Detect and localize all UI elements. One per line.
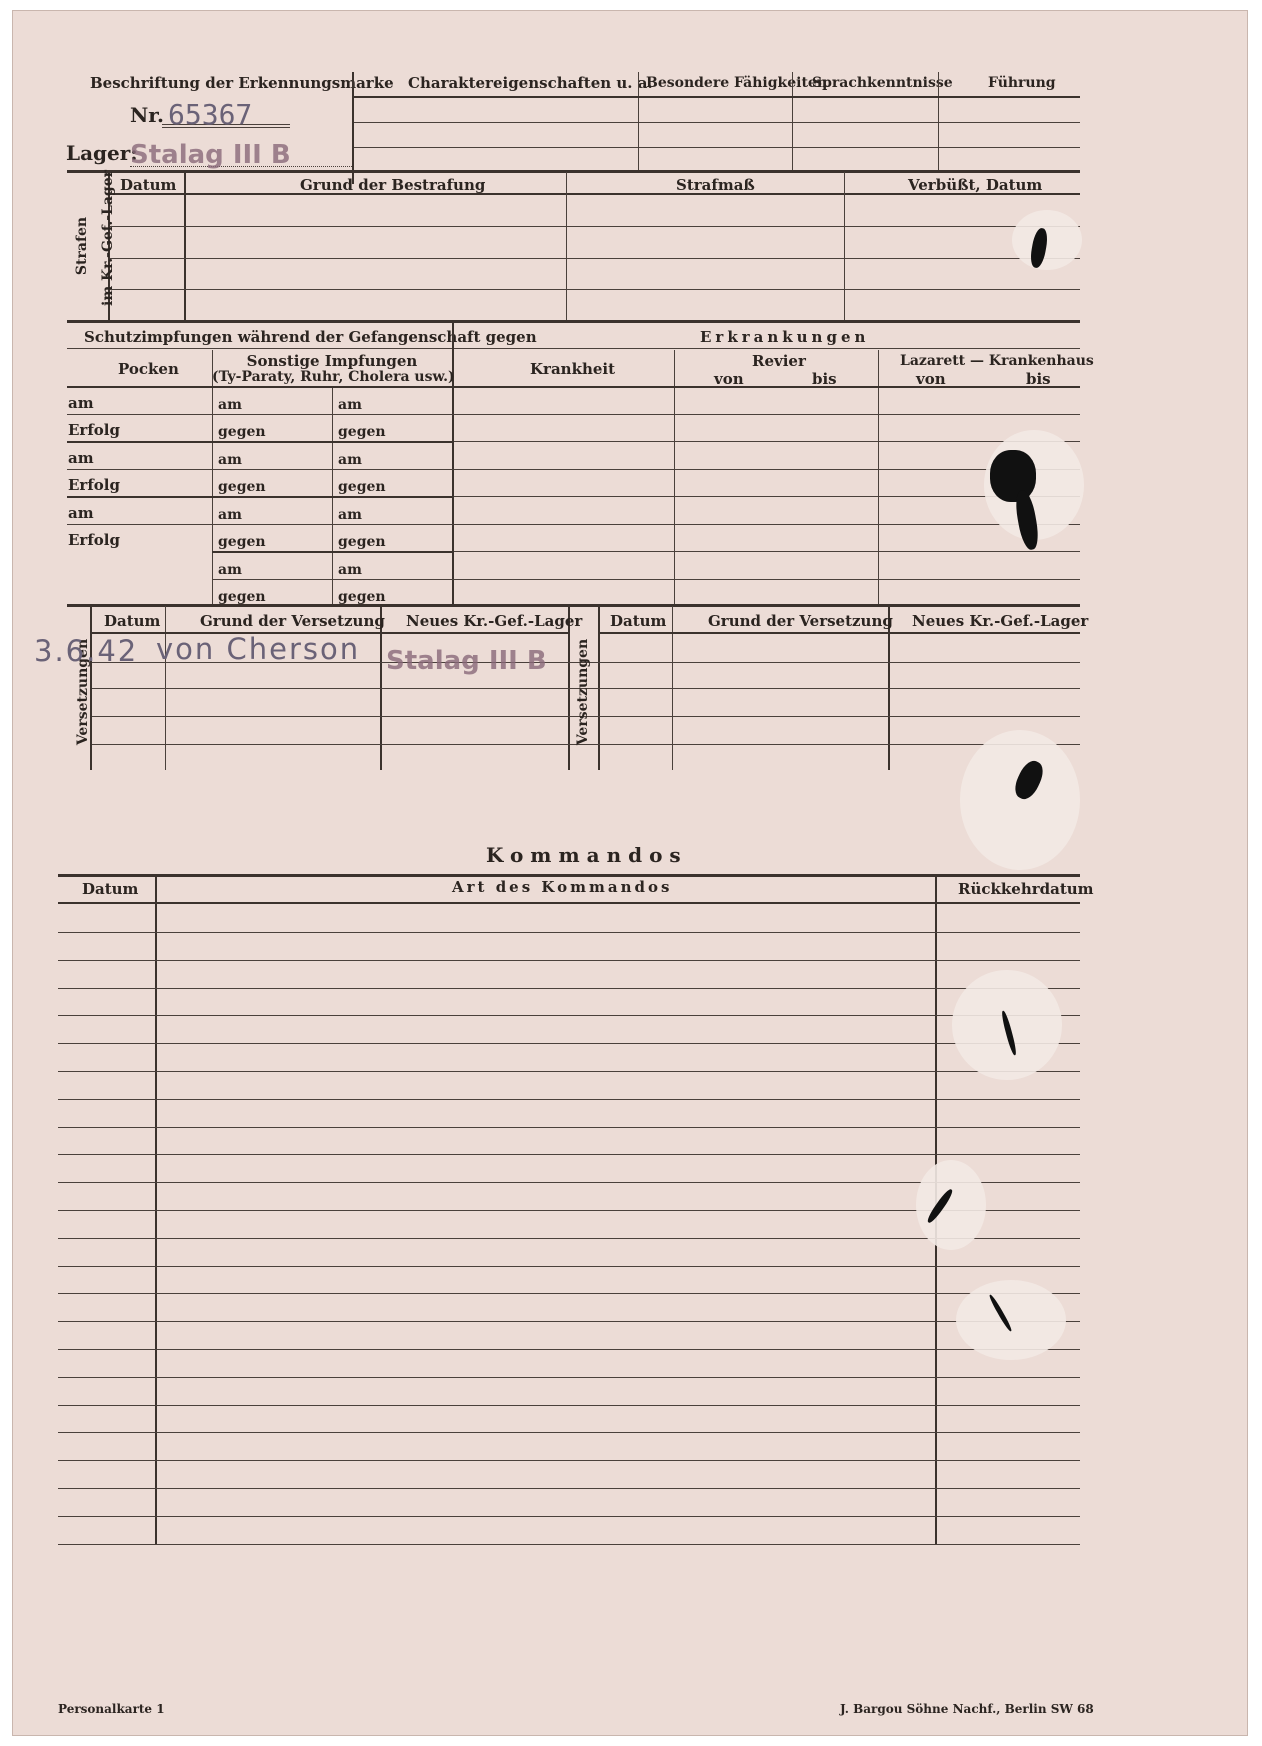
kommandos-ruled-line [58,1293,1080,1294]
kommandos-ruled-line [58,1015,1080,1016]
versetzung-entry-datum: 3.6.42 [34,634,139,668]
sonstige-b-row-1: am [338,397,362,413]
kommandos-ruled-line [58,1349,1080,1350]
kommandos-ruled-line [58,1432,1080,1433]
versetzungen-col-datum-right: Datum [610,612,667,630]
strafen-col-datum: Datum [120,176,177,194]
versetzungen-side-label-right: Versetzungen [575,638,591,746]
col-sonstige-1: Sonstige Impfungen [246,352,418,370]
nr-value: 65367 [168,98,253,131]
versetzungen-side-label-left: Versetzungen [75,638,91,746]
kommandos-ruled-line [58,1127,1080,1128]
col-faehigkeiten: Besondere Fähigkeiten [646,75,828,91]
sonstige-a-row-4: gegen [218,479,266,495]
sonstige-a-row-1: am [218,397,242,413]
kommandos-ruled-line [58,1488,1080,1489]
lazarett-von: von [916,370,946,388]
kommandos-col-art: Art des Kommandos [452,878,673,896]
versetzungen-col-datum-left: Datum [104,612,161,630]
sonstige-a-row-2: gegen [218,424,266,440]
pocken-row-5: am [68,504,94,522]
revier-bis: bis [812,370,837,388]
personalkarte-sheet [12,10,1248,1736]
kommandos-ruled-line [58,1460,1080,1461]
kommandos-ruled-line [58,988,1080,989]
pocken-row-1: am [68,394,94,412]
col-charakter: Charaktereigenschaften u. a. [408,74,653,92]
col-revier: Revier [752,352,806,370]
kommandos-ruled-line [58,1377,1080,1378]
strafen-side-label-1: Strafen [74,216,90,276]
lazarett-bis: bis [1026,370,1051,388]
lager-label: Lager: [66,141,138,165]
sonstige-b-row-8: gegen [338,589,386,605]
revier-von: von [714,370,744,388]
col-fuehrung: Führung [988,75,1056,91]
pocken-row-2: Erfolg [68,421,120,439]
kommandos-ruled-line [58,1544,1080,1545]
kommandos-ruled-line [58,1043,1080,1044]
kommandos-ruled-line [58,1071,1080,1072]
versetzungen-col-lager-right: Neues Kr.-Gef.-Lager [912,612,1089,630]
pocken-row-4: Erfolg [68,476,120,494]
col-sonstige-2: (Ty-Paraty, Ruhr, Cholera usw.) [212,369,455,385]
punch-hole-damage [990,450,1036,502]
strafen-col-grund: Grund der Bestrafung [300,176,486,194]
nr-label: Nr. [130,103,164,127]
sonstige-a-row-3: am [218,452,242,468]
erkrankungen-title: Erkrankungen [700,328,870,346]
versetzung-entry-grund: von Cherson [156,632,361,666]
sonstige-b-row-6: gegen [338,534,386,550]
col-lazarett: Lazarett — Krankenhaus [900,353,1094,369]
kommandos-ruled-line [58,1099,1080,1100]
sonstige-b-row-7: am [338,562,362,578]
kommandos-ruled-line [58,960,1080,961]
sonstige-b-row-3: am [338,452,362,468]
kommandos-ruled-line [58,1321,1080,1322]
kommandos-col-datum: Datum [82,880,139,898]
lager-stamp: Stalag III B [130,140,291,170]
kommandos-col-rueckkehr: Rückkehrdatum [958,880,1094,898]
strafen-col-strafmass: Strafmaß [676,176,755,194]
versetzungen-col-lager-left: Neues Kr.-Gef.-Lager [406,612,583,630]
kommandos-title: Kommandos [486,843,688,867]
kommandos-ruled-line [58,1266,1080,1267]
versetzungen-col-grund-right: Grund der Versetzung [708,612,893,630]
col-pocken: Pocken [118,360,179,378]
footer-left: Personalkarte 1 [58,1702,165,1716]
erkennungsmarke-label: Beschriftung der Erkennungsmarke [90,74,394,92]
versetzung-entry-lager-stamp: Stalag III B [386,646,547,676]
kommandos-ruled-line [58,932,1080,933]
versetzungen-col-grund-left: Grund der Versetzung [200,612,385,630]
col-sprachkenntnisse: Sprachkenntnisse [812,75,953,91]
kommandos-ruled-line [58,1516,1080,1517]
pocken-row-3: am [68,449,94,467]
kommandos-ruled-line [58,1405,1080,1406]
sonstige-a-row-8: gegen [218,589,266,605]
sonstige-b-row-4: gegen [338,479,386,495]
strafen-side-label-2: im Kr.-Gef.-Lager [100,169,116,306]
strafen-col-verbuesst: Verbüßt, Datum [908,176,1043,194]
sonstige-a-row-5: am [218,507,242,523]
sonstige-b-row-2: gegen [338,424,386,440]
footer-right: J. Bargou Söhne Nachf., Berlin SW 68 [840,1702,1094,1716]
impfungen-title: Schutzimpfungen während der Gefangenschaft gegen [84,328,537,346]
kommandos-ruled-line [58,1154,1080,1155]
sonstige-a-row-7: am [218,562,242,578]
col-krankheit: Krankheit [530,360,616,378]
sonstige-b-row-5: am [338,507,362,523]
sonstige-a-row-6: gegen [218,534,266,550]
pocken-row-6: Erfolg [68,531,120,549]
